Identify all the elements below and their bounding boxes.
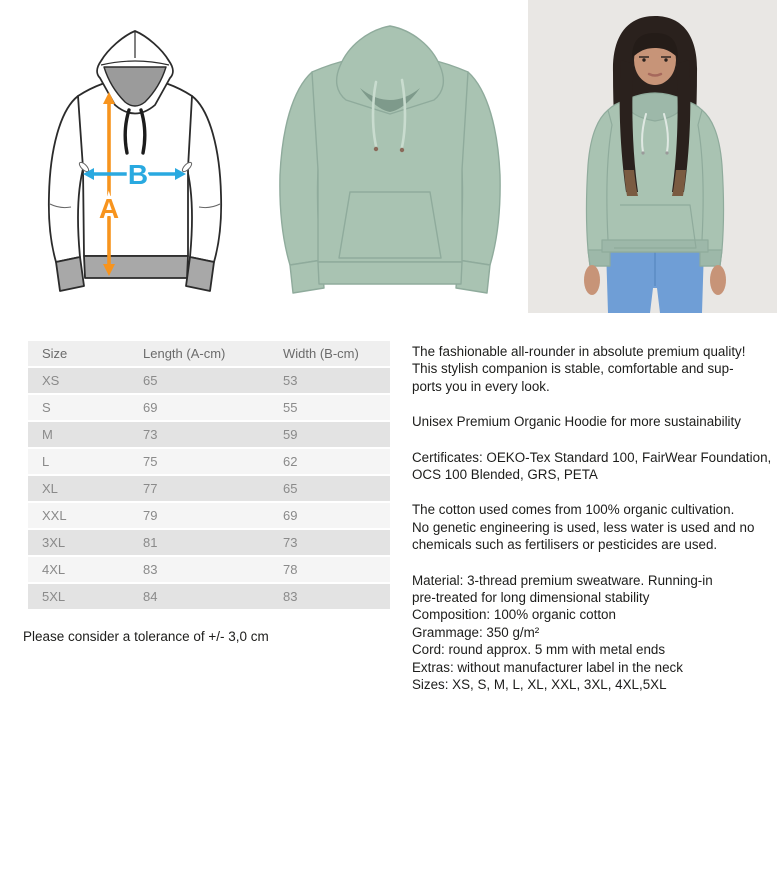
product-description (412, 343, 774, 712)
description-paragraph (412, 572, 774, 694)
flat-aglet (374, 147, 378, 151)
description-line: Extras: without manufacturer label in the neck (412, 659, 683, 675)
flat-aglet (400, 148, 404, 152)
size-diagram-image (20, 10, 250, 310)
diagram-label-a: A (98, 193, 120, 224)
diagram-label-b: B (127, 159, 149, 190)
model-hoodie-hem (602, 240, 708, 252)
table-cell: 79 (143, 508, 158, 523)
description-line: OCS 100 Blended, GRS, PETA (412, 467, 598, 483)
table-row (28, 449, 390, 476)
table-cell: 83 (143, 562, 158, 577)
tolerance-note: Please consider a tolerance of +/- 3,0 cm (23, 629, 269, 644)
description-line: Composition: 100% organic cotton (412, 607, 616, 623)
table-row (28, 530, 390, 557)
table-cell: 75 (143, 454, 158, 469)
description-line: No genetic engineering is used, less water is used and no (412, 519, 755, 535)
flat-hoodie-photo (260, 10, 520, 310)
product-photo-model (528, 0, 777, 313)
table-cell: XXL (42, 508, 67, 523)
column-header: Width (B-cm) (283, 346, 359, 361)
table-row (28, 584, 390, 611)
size-table (28, 341, 390, 611)
sketch-hem (84, 256, 188, 278)
table-cell: 62 (283, 454, 298, 469)
table-cell: 55 (283, 400, 298, 415)
table-row (28, 557, 390, 584)
description-paragraph (412, 413, 774, 430)
table-cell: 83 (283, 589, 298, 604)
table-cell: XS (42, 373, 60, 388)
description-line: ports you in every look. (412, 378, 550, 394)
table-cell: 84 (143, 589, 158, 604)
table-cell: 53 (283, 373, 298, 388)
table-cell: 78 (283, 562, 298, 577)
table-row (28, 503, 390, 530)
table-cell: 69 (283, 508, 298, 523)
model-aglet (665, 151, 668, 154)
table-cell: 4XL (42, 562, 66, 577)
flat-kangaroo-pocket (339, 192, 441, 258)
table-cell: 59 (283, 427, 298, 442)
sketch-left-cuff (56, 257, 84, 291)
table-cell: S (42, 400, 51, 415)
table-cell: 77 (143, 481, 158, 496)
description-line: The cotton used comes from 100% organic cultivation. (412, 502, 735, 518)
table-row (28, 422, 390, 449)
description-line: The fashionable all-rounder in absolute premium quality! (412, 344, 746, 359)
product-photo-flat (260, 10, 520, 310)
description-line: Cord: round approx. 5 mm with metal ends (412, 642, 666, 658)
column-header: Size (42, 346, 68, 361)
description-line: Unisex Premium Organic Hoodie for more sustainability (412, 414, 741, 430)
description-line: This stylish companion is stable, comfortable and sup- (412, 361, 734, 377)
table-cell: XL (42, 481, 58, 496)
table-cell: 3XL (42, 535, 66, 550)
sketch-right-cuff (186, 257, 214, 291)
table-cell: 69 (143, 400, 158, 415)
hoodie-sketch (20, 10, 250, 310)
description-line: Grammage: 350 g/m² (412, 624, 540, 640)
table-cell: 5XL (42, 589, 66, 604)
model-hand (584, 265, 600, 295)
table-cell: M (42, 427, 53, 442)
table-cell: 73 (143, 427, 158, 442)
size-table-header-row (28, 341, 390, 368)
description-line: pre-treated for long dimensional stability (412, 590, 650, 606)
table-cell: 73 (283, 535, 298, 550)
description-paragraph (412, 343, 774, 395)
description-paragraph (412, 501, 774, 553)
column-header: Length (A-cm) (143, 346, 226, 361)
table-row (28, 476, 390, 503)
description-line: Material: 3-thread premium sweatware. Running-in (412, 572, 713, 588)
model-hand (710, 265, 726, 295)
table-row (28, 368, 390, 395)
table-cell: 81 (143, 535, 158, 550)
description-line: Certificates: OEKO-Tex Standard 100, FairWear Foundation, (412, 449, 772, 465)
table-cell: 65 (143, 373, 158, 388)
table-row (28, 395, 390, 422)
model-photo (528, 0, 777, 313)
model-aglet (641, 151, 644, 154)
flat-hem (318, 262, 462, 284)
table-cell: 65 (283, 481, 298, 496)
description-paragraph (412, 449, 774, 484)
table-cell: L (42, 454, 50, 469)
description-line: chemicals such as fertilisers or pesticides are used. (412, 537, 718, 553)
description-line: Sizes: XS, S, M, L, XL, XXL, 3XL, 4XL,5XL (412, 677, 667, 693)
